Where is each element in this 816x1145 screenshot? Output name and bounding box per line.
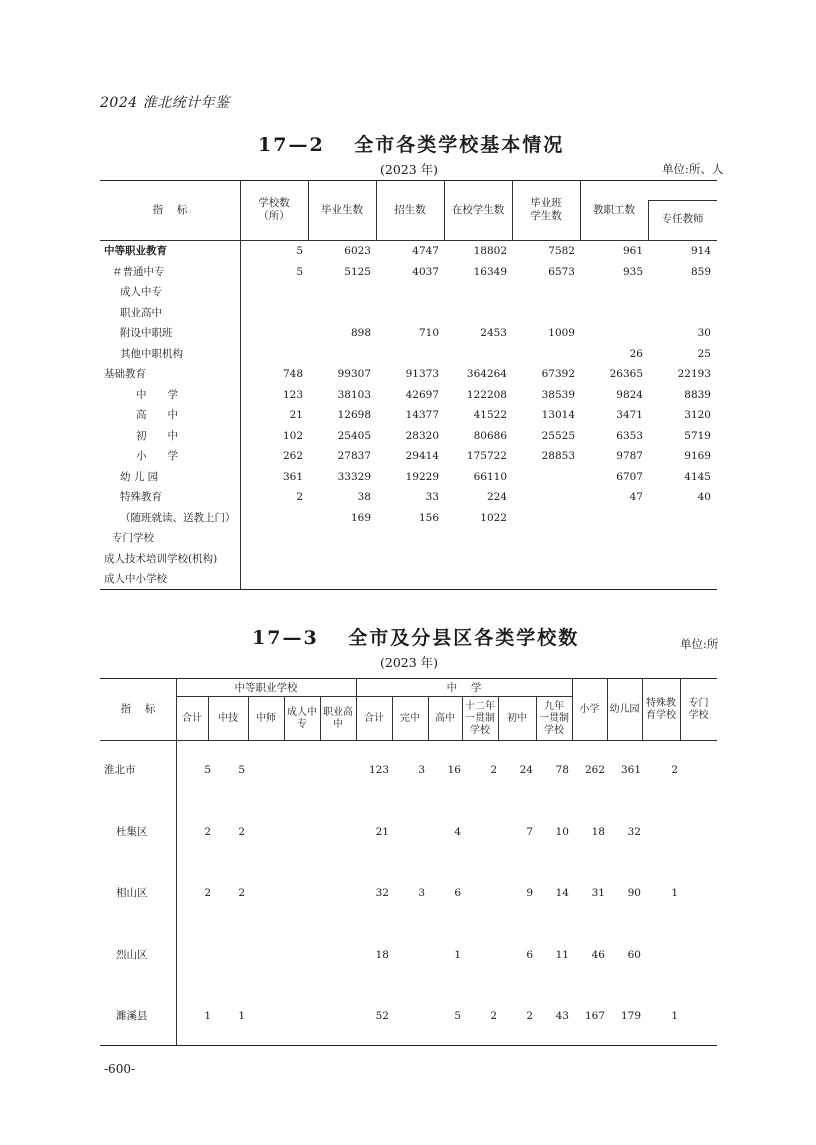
table2-cell: 43 bbox=[555, 1010, 569, 1022]
table2-cell: 2 bbox=[204, 887, 211, 899]
table1-cell: 6353 bbox=[616, 429, 643, 442]
table1-cell: 859 bbox=[690, 265, 711, 278]
table1-row-label: 其他中职机构 bbox=[120, 347, 183, 360]
table2-title: 17—3 全市及分县区各类学校数 bbox=[252, 627, 580, 649]
table1-cell: 38103 bbox=[337, 388, 371, 401]
table1-cell: 5125 bbox=[344, 265, 371, 278]
table1-cell: 6707 bbox=[616, 470, 643, 483]
table1-row-label: 中 学 bbox=[136, 388, 178, 401]
table1-cell: 175722 bbox=[466, 450, 507, 462]
table2-row-label: 相山区 bbox=[116, 887, 148, 899]
table1-header-students: 在校学生数 bbox=[451, 204, 505, 216]
running-head: 2024 淮北统计年鉴 bbox=[100, 95, 230, 111]
table2-cell: 5 bbox=[454, 1010, 461, 1022]
table2-header-rule bbox=[100, 740, 717, 741]
table1-cell: 25 bbox=[697, 347, 711, 360]
table1-header-grad-class: 毕业班 学生数 bbox=[530, 197, 562, 222]
table2-cell: 179 bbox=[620, 1010, 641, 1022]
table1-cell: 12698 bbox=[337, 409, 371, 421]
table1-cell: 9169 bbox=[684, 450, 711, 462]
table1-cell: 5719 bbox=[684, 429, 711, 442]
table1-cell: 80686 bbox=[473, 429, 507, 442]
table2-cell: 2 bbox=[238, 887, 245, 899]
table1-row-label: 幼 儿 园 bbox=[120, 470, 159, 483]
table1-header-teachers: 专任教师 bbox=[661, 213, 704, 225]
table1-cell: 33329 bbox=[337, 470, 371, 483]
table2-cell: 1 bbox=[238, 1010, 245, 1022]
table2-cell: 2 bbox=[204, 825, 211, 838]
table1-cell: 6023 bbox=[344, 245, 371, 257]
table2-header-col: 小学 bbox=[579, 704, 600, 715]
table1-row-label: 基础教育 bbox=[104, 368, 146, 380]
table1-cell: 29414 bbox=[405, 450, 439, 462]
table1-year: (2023 年) bbox=[380, 162, 439, 177]
table2-cell: 167 bbox=[584, 1010, 605, 1022]
table1-cell: 22193 bbox=[677, 368, 711, 380]
table2-row-label: 濉溪县 bbox=[116, 1010, 148, 1022]
table2-cell: 262 bbox=[584, 764, 605, 776]
table2-cell: 5 bbox=[204, 764, 211, 776]
table1-cell: 42697 bbox=[405, 388, 439, 401]
table1-cell: 38 bbox=[357, 491, 371, 503]
table2-cell: 10 bbox=[555, 825, 569, 838]
table2-cell: 2 bbox=[490, 1010, 497, 1022]
table1-cell: 67392 bbox=[541, 368, 575, 380]
table2-header-col: 专门 学校 bbox=[688, 698, 709, 721]
table1-header-graduates: 毕业生数 bbox=[321, 204, 363, 216]
table1-cell: 122208 bbox=[466, 388, 507, 401]
table1-cell: 710 bbox=[418, 327, 439, 339]
table2-cell: 78 bbox=[555, 764, 569, 776]
table1-cell: 3471 bbox=[616, 409, 643, 421]
table2-cell: 4 bbox=[454, 825, 461, 838]
table2-header-col: 合计 bbox=[182, 713, 202, 724]
table1-cell: 47 bbox=[629, 491, 643, 503]
table1-cell: 33 bbox=[425, 491, 439, 503]
table1-cell: 91373 bbox=[405, 368, 439, 380]
table1-cell: 40 bbox=[697, 491, 711, 503]
table2-col-divider bbox=[176, 678, 177, 1045]
table2-cell: 2 bbox=[490, 764, 497, 776]
table2-cell: 60 bbox=[627, 948, 641, 961]
table1-header-enrolled: 招生数 bbox=[394, 204, 426, 216]
table1-cell: 26365 bbox=[609, 368, 643, 380]
table1-header-schools: 学校数 （所） bbox=[258, 197, 290, 222]
table1-cell: 5 bbox=[296, 265, 303, 278]
table1-cell: 38539 bbox=[541, 388, 575, 401]
table1-cell: 9824 bbox=[616, 388, 643, 401]
table2-top-rule bbox=[100, 678, 717, 679]
table1-cell: 102 bbox=[282, 429, 303, 442]
table2-cell: 18 bbox=[591, 825, 605, 838]
table2-cell: 123 bbox=[368, 764, 389, 776]
table1-header-staff: 教职工数 bbox=[593, 204, 635, 216]
table2-header-col: 十二年 一贯制 学校 bbox=[465, 701, 495, 736]
table2-cell: 6 bbox=[526, 948, 533, 961]
table1-row-label: ＃普通中专 bbox=[112, 265, 165, 278]
table1-cell: 1022 bbox=[480, 511, 507, 524]
table1-cell: 156 bbox=[418, 511, 439, 524]
table2-header-col: 职业高 中 bbox=[323, 707, 353, 730]
table1-cell: 123 bbox=[282, 388, 303, 401]
table2-cell: 2 bbox=[526, 1010, 533, 1022]
table1-row-label: 高 中 bbox=[136, 409, 178, 421]
table1-title: 17—2 全市各类学校基本情况 bbox=[258, 134, 565, 156]
table1-cell: 4145 bbox=[684, 470, 711, 483]
table1-cell: 961 bbox=[622, 245, 643, 257]
table2-cell: 21 bbox=[375, 825, 389, 838]
table1-col-divider bbox=[240, 180, 241, 589]
table2-col-divider bbox=[356, 678, 357, 740]
table2-cell: 361 bbox=[620, 764, 641, 776]
table1-cell: 66110 bbox=[473, 470, 507, 483]
table2-header-col: 特殊教 育学校 bbox=[646, 698, 676, 721]
table2-cell: 24 bbox=[519, 764, 533, 776]
table1-cell: 262 bbox=[282, 450, 303, 462]
table1-row-label: 初 中 bbox=[136, 429, 178, 442]
table2-header-col: 中技 bbox=[218, 713, 238, 724]
table1-row-label: 附设中职班 bbox=[120, 327, 173, 339]
table2-header-col: 成人中 专 bbox=[287, 707, 317, 730]
table2-cell: 2 bbox=[671, 764, 678, 776]
table2-cell: 6 bbox=[454, 887, 461, 899]
table2-header-col: 高中 bbox=[435, 713, 455, 724]
table1-cell: 7582 bbox=[548, 245, 575, 257]
table1-cell: 361 bbox=[282, 470, 303, 483]
table1-cell: 8839 bbox=[684, 388, 711, 401]
table2-header-col: 幼儿园 bbox=[609, 704, 640, 715]
table1-cell: 18802 bbox=[473, 245, 507, 257]
table2-cell: 11 bbox=[555, 948, 569, 961]
table1-cell: 914 bbox=[690, 245, 711, 257]
table2-cell: 5 bbox=[238, 764, 245, 776]
table1-header-rule bbox=[100, 240, 717, 241]
table2-header-col: 完中 bbox=[400, 713, 420, 724]
table2-header-col: 九年 一贯制 学校 bbox=[539, 701, 569, 736]
table2-cell: 52 bbox=[375, 1010, 389, 1022]
table1-row-label: 特殊教育 bbox=[120, 491, 162, 503]
table2-cell: 18 bbox=[375, 948, 389, 961]
table1-cell: 224 bbox=[486, 491, 507, 503]
table2-unit: 单位:所 bbox=[680, 637, 719, 651]
table1-row-label: 专门学校 bbox=[112, 532, 154, 544]
table1-row-label: 成人中小学校 bbox=[104, 573, 167, 585]
table2-cell: 1 bbox=[454, 948, 461, 961]
table1-cell: 5 bbox=[296, 245, 303, 257]
table2-cell: 32 bbox=[627, 825, 641, 838]
table2-cell: 3 bbox=[418, 887, 425, 899]
page-number: -600- bbox=[104, 1062, 136, 1076]
table2-year: (2023 年) bbox=[380, 655, 439, 670]
table1-header-indicator: 指 标 bbox=[152, 204, 188, 216]
table1-row-label: 小 学 bbox=[136, 450, 178, 462]
table1-cell: 6573 bbox=[548, 265, 575, 278]
table1-cell: 25525 bbox=[541, 429, 575, 442]
table2-header-indicator: 指 标 bbox=[120, 703, 156, 715]
table2-cell: 1 bbox=[671, 887, 678, 899]
table2-cell: 32 bbox=[375, 887, 389, 899]
table2-row-label: 杜集区 bbox=[116, 825, 148, 838]
table2-cell: 9 bbox=[526, 887, 533, 899]
table1-cell: 14377 bbox=[405, 409, 439, 421]
table1-cell: 9787 bbox=[616, 450, 643, 462]
table2-cell: 7 bbox=[526, 825, 533, 838]
table1-cell: 27837 bbox=[337, 450, 371, 462]
table1-cell: 2453 bbox=[480, 327, 507, 339]
table2-cell: 3 bbox=[418, 764, 425, 776]
table2-row-label: 烈山区 bbox=[116, 948, 148, 961]
table2-cell: 90 bbox=[627, 887, 641, 899]
table2-cell: 1 bbox=[204, 1010, 211, 1022]
table1-cell: 748 bbox=[282, 368, 303, 380]
table2-cell: 31 bbox=[591, 887, 605, 899]
table1-cell: 19229 bbox=[405, 470, 439, 483]
table1-cell: 935 bbox=[622, 265, 643, 278]
table1-cell: 28853 bbox=[541, 450, 575, 462]
table1-cell: 41522 bbox=[473, 409, 507, 421]
table1-cell: 169 bbox=[350, 511, 371, 524]
table2-bottom-rule bbox=[100, 1045, 717, 1046]
table1-cell: 2 bbox=[296, 491, 303, 503]
table2-cell: 14 bbox=[555, 887, 569, 899]
table1-cell: 4037 bbox=[412, 265, 439, 278]
table2-header-middle: 中 学 bbox=[446, 682, 482, 694]
table1-cell: 30 bbox=[697, 327, 711, 339]
table1-cell: 13014 bbox=[541, 409, 575, 421]
table1-cell: 16349 bbox=[473, 265, 507, 278]
table1-bottom-rule bbox=[100, 589, 717, 590]
table1-row-label: 职业高中 bbox=[120, 306, 162, 319]
table1-unit: 单位:所、人 bbox=[662, 162, 724, 176]
table2-row-label: 淮北市 bbox=[104, 764, 136, 776]
table1-cell: 99307 bbox=[337, 368, 371, 380]
table1-subheader-rule bbox=[648, 200, 717, 201]
table1-cell: 1009 bbox=[548, 327, 575, 339]
table1-cell: 4747 bbox=[412, 245, 439, 257]
table2-cell: 16 bbox=[447, 764, 461, 776]
table2-cell: 46 bbox=[591, 948, 605, 961]
table2-cell: 2 bbox=[238, 825, 245, 838]
table1-row-label: 中等职业教育 bbox=[104, 245, 167, 257]
table1-top-rule bbox=[100, 180, 717, 181]
table2-header-col: 中师 bbox=[256, 713, 276, 724]
table1-cell: 28320 bbox=[405, 429, 439, 442]
table1-cell: 21 bbox=[289, 409, 303, 421]
table1-cell: 3120 bbox=[684, 409, 711, 421]
table1-cell: 25405 bbox=[337, 429, 371, 442]
table1-row-label: 成人中专 bbox=[120, 286, 162, 298]
table1-row-label: 成人技术培训学校(机构) bbox=[104, 552, 218, 565]
table2-header-vocational: 中等职业学校 bbox=[234, 682, 298, 694]
table1-cell: 26 bbox=[629, 347, 643, 360]
table2-header-col: 初中 bbox=[507, 713, 527, 724]
table2-cell: 1 bbox=[671, 1010, 678, 1022]
table1-row-label: （随班就读、送教上门） bbox=[120, 511, 236, 524]
table2-group-rule bbox=[176, 696, 572, 697]
table1-cell: 898 bbox=[350, 327, 371, 339]
table1-cell: 364264 bbox=[466, 368, 507, 380]
table2-header-col: 合计 bbox=[364, 713, 384, 724]
